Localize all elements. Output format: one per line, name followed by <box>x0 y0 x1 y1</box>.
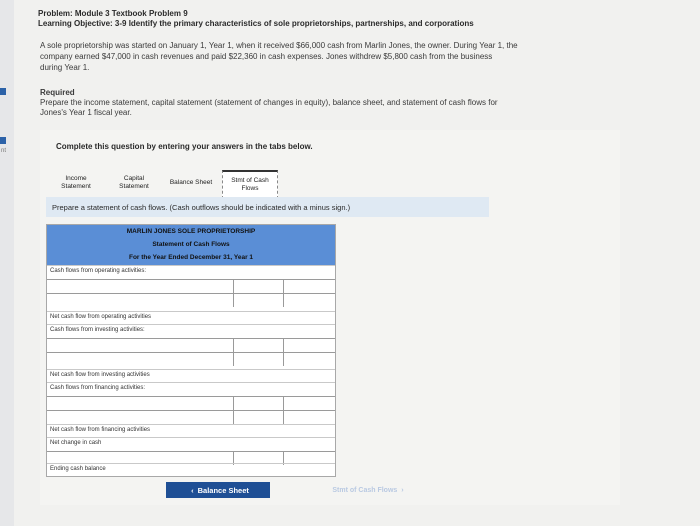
tab-label: Statement <box>119 183 149 190</box>
statement-name: Statement of Cash Flows <box>152 241 230 248</box>
sidebar-marker[interactable] <box>0 137 6 144</box>
sidebar-marker[interactable] <box>0 88 6 95</box>
tab-label: Income <box>65 175 87 182</box>
sidebar-label: nt <box>1 148 7 154</box>
line-item-input[interactable] <box>47 280 233 293</box>
table-row <box>47 352 335 366</box>
company-name: MARLIN JONES SOLE PROPRIETORSHIP <box>126 228 256 235</box>
problem-header <box>38 9 678 29</box>
required-section <box>40 88 620 118</box>
amount-input[interactable] <box>283 353 334 366</box>
table-row <box>47 437 335 451</box>
problem-line: company earned $47,000 in cash revenues and paid $22,360 in cash expenses. Jones withdrew $5,800 cash from the business <box>40 52 493 61</box>
table-row <box>47 424 335 438</box>
line-item-input[interactable] <box>47 353 233 366</box>
amount-input[interactable] <box>233 339 284 352</box>
chevron-left-icon: ‹ <box>191 485 194 495</box>
problem-title: Problem: Module 3 Textbook Problem 9 <box>38 9 188 18</box>
tab-income-statement[interactable] <box>52 170 100 196</box>
tab-capital-statement[interactable] <box>108 170 160 196</box>
table-row <box>47 369 335 383</box>
table-row <box>47 311 335 325</box>
amount-input[interactable] <box>283 294 334 307</box>
tab-label: Flows <box>241 185 259 192</box>
required-line: Jones's Year 1 fiscal year. <box>40 108 132 117</box>
learning-objective: Learning Objective: 3-9 Identify the primary characteristics of sole proprietorships, partnerships, and corporations <box>38 19 474 28</box>
tab-balance-sheet[interactable] <box>162 170 220 196</box>
required-line: Prepare the income statement, capital statement (statement of changes in equity), balance sheet, and statement of cash flows for <box>40 98 498 107</box>
row-label: Ending cash balance <box>50 466 106 472</box>
row-label: Cash flows from investing activities: <box>50 327 145 333</box>
tab-instruction: Prepare a statement of cash flows. (Cash outflows should be indicated with a minus sign.) <box>52 203 351 212</box>
table-row <box>47 279 335 293</box>
line-item-input[interactable] <box>47 339 233 352</box>
problem-line: A sole proprietorship was started on January 1, Year 1, when it received $66,000 cash from Marlin Jones, the owner. During Year 1, the <box>40 41 518 50</box>
previous-tab-label: Balance Sheet <box>197 485 249 495</box>
problem-text <box>40 40 620 73</box>
previous-tab-button[interactable] <box>166 482 270 498</box>
amount-input[interactable] <box>233 294 284 307</box>
row-label: Net cash flow from investing activities <box>50 372 150 378</box>
table-row <box>47 410 335 424</box>
next-tab-button[interactable] <box>316 482 424 498</box>
row-label: Net cash flow from financing activities <box>50 427 151 433</box>
table-row <box>47 265 335 279</box>
instructions-text: Complete this question by entering your answers in the tabs below. <box>56 142 313 151</box>
amount-input[interactable] <box>233 397 284 410</box>
amount-input[interactable] <box>233 353 284 366</box>
tab-label: Stmt of Cash <box>231 177 269 184</box>
tab-stmt-of-cash-flows[interactable] <box>222 170 278 199</box>
row-label: Net cash flow from operating activities <box>50 314 152 320</box>
amount-input[interactable] <box>233 411 284 424</box>
amount-input[interactable] <box>283 339 334 352</box>
amount-input[interactable] <box>233 280 284 293</box>
amount-input[interactable] <box>283 397 334 410</box>
tab-label: Balance Sheet <box>169 179 213 186</box>
table-row <box>47 463 335 477</box>
table-row <box>47 382 335 396</box>
cash-flow-statement-table <box>46 224 336 477</box>
row-label: Cash flows from financing activities: <box>50 385 146 391</box>
amount-input[interactable] <box>283 280 334 293</box>
line-item-input[interactable] <box>47 294 233 307</box>
statement-period: For the Year Ended December 31, Year 1 <box>128 254 254 261</box>
row-label: Cash flows from operating activities: <box>50 268 147 274</box>
chevron-right-icon: › <box>401 486 404 494</box>
row-label: Net change in cash <box>50 440 102 446</box>
table-row <box>47 396 335 410</box>
problem-line: during Year 1. <box>40 63 90 72</box>
next-tab-label: Stmt of Cash Flows <box>332 486 398 494</box>
line-item-input[interactable] <box>47 411 233 424</box>
amount-input[interactable] <box>283 411 334 424</box>
required-heading: Required <box>40 88 75 97</box>
tab-label: Statement <box>61 183 91 190</box>
table-row <box>47 324 335 338</box>
statement-header <box>47 225 335 265</box>
table-row <box>47 338 335 352</box>
left-sidebar <box>0 0 14 526</box>
line-item-input[interactable] <box>47 397 233 410</box>
tab-label: Capital <box>123 175 145 182</box>
table-row <box>47 293 335 307</box>
